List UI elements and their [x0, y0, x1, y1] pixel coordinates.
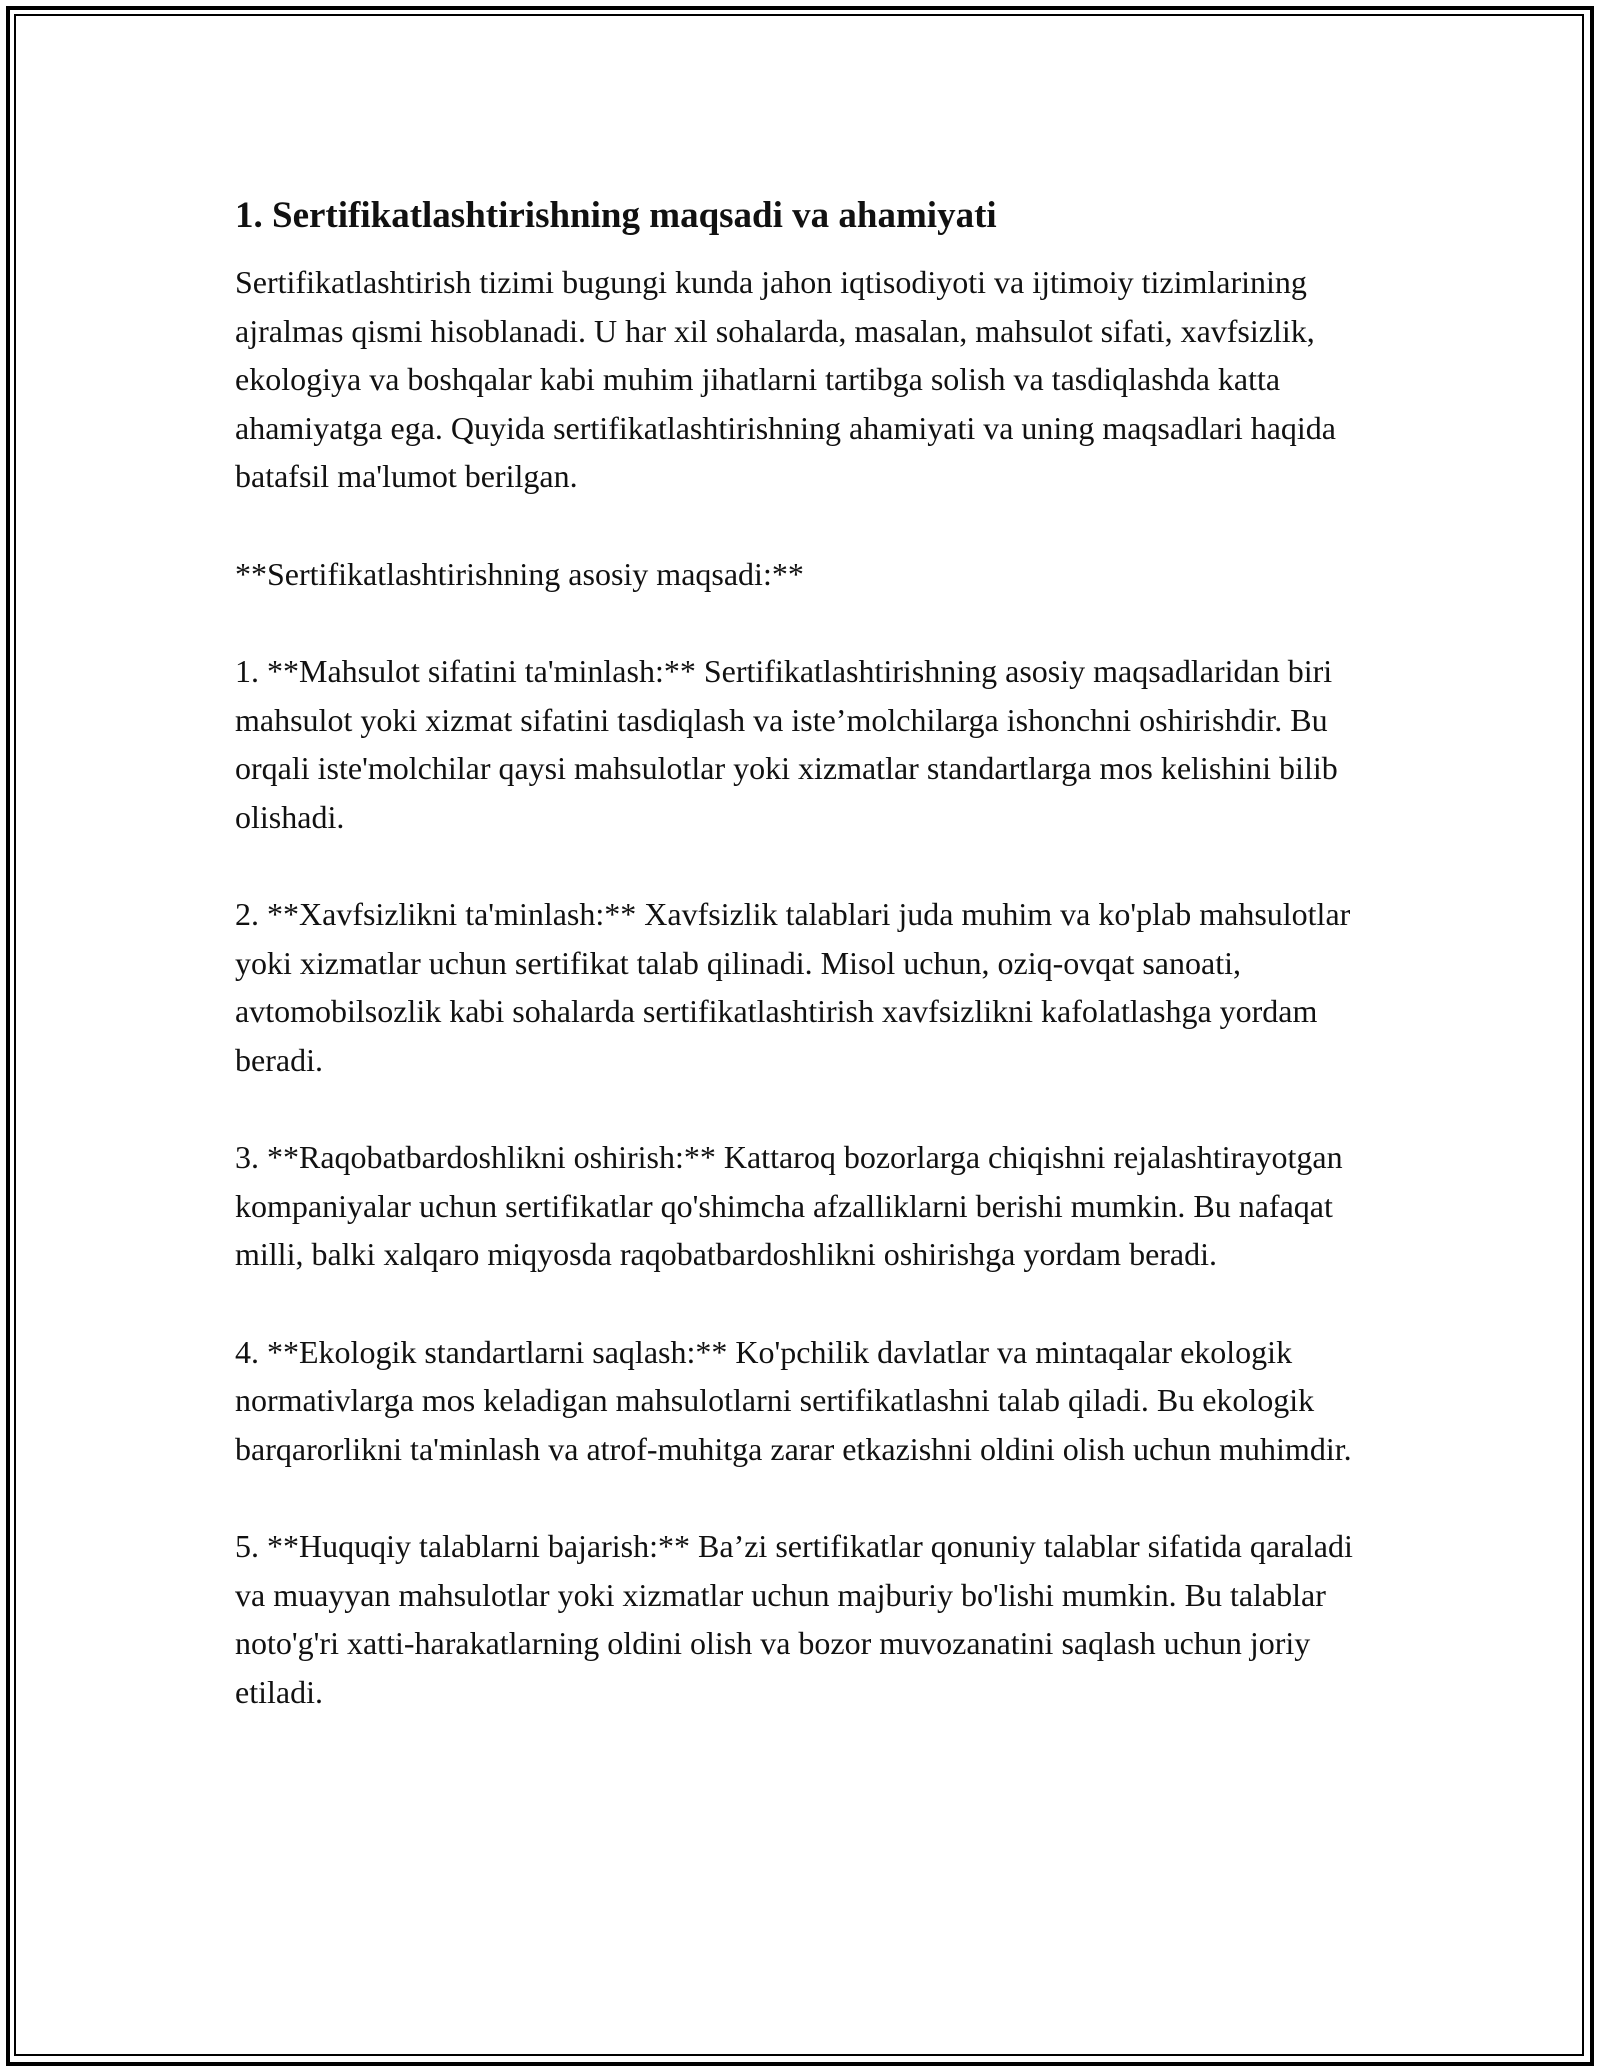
- list-item-paragraph-1: 1. **Mahsulot sifatini ta'minlash:** Sertifikatlashtirishning asosiy maqsadlaridan biri mahsulot yoki xizmat sifatini tasdiqlash va iste’molchilarga ishonchni oshirishdir. Bu orqali iste'molchilar qaysi mahsulotlar yoki xizmatlar standartlarga mos kelishini bilib olishadi.: [235, 653, 1338, 835]
- intro-paragraph: Sertifikatlashtirish tizimi bugungi kunda jahon iqtisodiyoti va ijtimoiy tizimlarining ajralmas qismi hisoblanadi. U har xil sohalarda, masalan, mahsulot sifati, xavfsizlik, ekologiya va boshqalar kabi muhim jihatlarni tartibga solish va tasdiqlashda katta ahamiyatga ega. Quyida sertifikatlashtirishning ahamiyati va uning maqsadlari haqida batafsil ma'lumot berilgan.: [235, 264, 1336, 494]
- list-item-paragraph-3: 3. **Raqobatbardoshlikni oshirish:** Kattaroq bozorlarga chiqishni rejalashtirayotgan kompaniyalar uchun sertifikatlar qo'shimcha afzalliklarni berishi mumkin. Bu nafaqat milli, balki xalqaro miqyosda raqobatbardoshlikni oshirishga yordam beradi.: [235, 1139, 1343, 1272]
- list-item-paragraph-4: 4. **Ekologik standartlarni saqlash:** Ko'pchilik davlatlar va mintaqalar ekologik normativlarga mos keladigan mahsulotlarni sertifikatlashni talab qiladi. Bu ekologik barqarorlikni ta'minlash va atrof-muhitga zarar etkazishni oldini olish uchun muhimdir.: [235, 1333, 1352, 1467]
- document-body: [235, 180, 1375, 1716]
- list-item-paragraph-2: 2. **Xavfsizlikni ta'minlash:** Xavfsizlik talablari juda muhim va ko'plab mahsulotlar yoki xizmatlar uchun sertifikat talab qilinadi. Misol uchun, oziq-ovqat sanoati, avtomobilsozlik kabi sohalarda sertifikatlashtirish xavfsizlikni kafolatlashga yordam beradi.: [235, 896, 1351, 1078]
- list-item-paragraph-5: 5. **Huquqiy talablarni bajarish:** Ba’zi sertifikatlar qonuniy talablar sifatida qaraladi va muayyan mahsulotlar yoki xizmatlar uchun majburiy bo'lishi mumkin. Bu talablar noto'g'ri xatti-harakatlarning oldini olish va bozor muvozanatini saqlash uchun joriy etiladi.: [235, 1528, 1353, 1710]
- section-heading-paragraph: **Sertifikatlashtirishning asosiy maqsadi:**: [235, 555, 804, 592]
- document-title: 1. Sertifikatlashtirishning maqsadi va ahamiyati: [235, 195, 997, 236]
